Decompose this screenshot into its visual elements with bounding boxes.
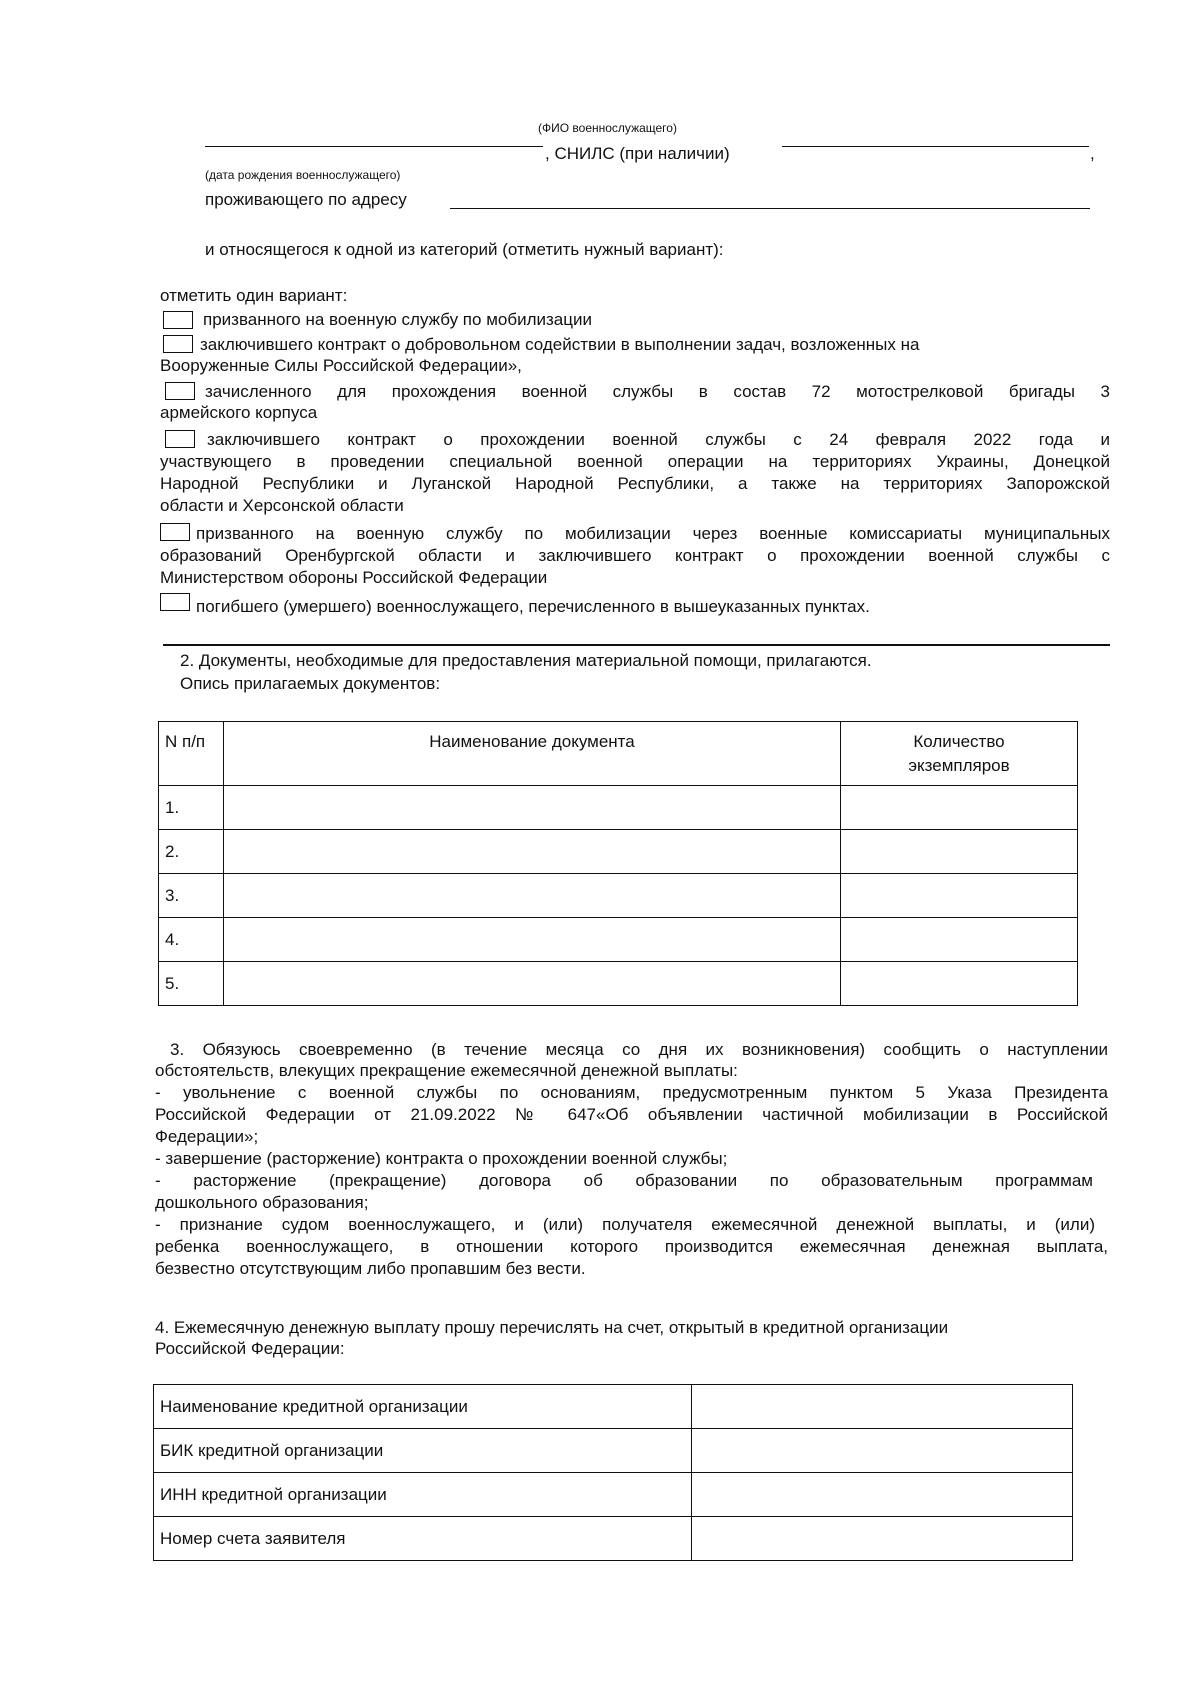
col-qty-header-2: экземпляров [908, 755, 1010, 775]
bank-row [154, 1517, 1073, 1561]
section3-line8: дошкольного образования; [155, 1193, 369, 1212]
account-number-value[interactable] [692, 1517, 1073, 1561]
checkbox-mobilized[interactable] [163, 311, 193, 329]
document-qty-cell[interactable] [841, 962, 1078, 1006]
option-svo-line4: области и Херсонской области [160, 496, 404, 515]
row-number: 5. [159, 962, 224, 1006]
document-name-cell[interactable] [224, 830, 841, 874]
section3-line5: Федерации»; [155, 1127, 259, 1146]
document-qty-cell[interactable] [841, 918, 1078, 962]
table-row [159, 830, 1078, 874]
option-svo-line3: Народной Республики и Луганской Народной Республики, а также на территориях Запорожской [160, 474, 1110, 493]
checkbox-brigade[interactable] [165, 382, 195, 400]
checkbox-deceased[interactable] [160, 593, 190, 611]
snils-label: , СНИЛС (при наличии) [545, 144, 730, 163]
section3-line2: обстоятельств, влекущих прекращение ежемесячной денежной выплаты: [155, 1061, 738, 1080]
document-qty-cell[interactable] [841, 830, 1078, 874]
fio-field[interactable] [205, 146, 543, 147]
option-brigade-line1: зачисленного для прохождения военной службы в состав 72 мотострелковой бригады 3 [205, 382, 1110, 401]
option-brigade-line2: армейского корпуса [160, 403, 318, 422]
col-qty-header-1: Количество [913, 731, 1005, 751]
bank-details-table [153, 1384, 1073, 1561]
option-svo-line1: заключившего контракт о прохождении военной службы с 24 февраля 2022 года и [207, 430, 1110, 449]
section3-line1: 3. Обязуюсь своевременно (в течение месяца со дня их возникновения) сообщить о наступлении [170, 1040, 1108, 1059]
select-prompt: отметить один вариант: [160, 286, 348, 305]
inn-value[interactable] [692, 1473, 1073, 1517]
option-orenburg-line2: образований Оренбургской области и заключившего контракт о прохождении военной службы с [160, 546, 1110, 565]
inn-label: ИНН кредитной организации [154, 1473, 692, 1517]
checkbox-orenburg[interactable] [160, 523, 190, 541]
section4-line2: Российской Федерации: [155, 1339, 345, 1358]
option-mobilized: призванного на военную службу по мобилизации [203, 310, 592, 329]
documents-table-header [159, 722, 1078, 786]
section4-line1: 4. Ежемесячную денежную выплату прошу перечислять на счет, открытый в кредитной организации [155, 1318, 949, 1337]
snils-field[interactable] [782, 146, 1089, 147]
bik-label: БИК кредитной организации [154, 1429, 692, 1473]
checkbox-volunteer[interactable] [163, 335, 193, 353]
row-number: 3. [159, 874, 224, 918]
section3-line9: - признание судом военнослужащего, и (или) получателя ежемесячной денежной выплаты, и (или) [155, 1215, 1095, 1234]
option-volunteer-text1: заключившего контракт о добровольном содействии в выполнении задач, возложенных на [200, 335, 920, 354]
section3-line6: - завершение (расторжение) контракта о прохождении военной службы; [155, 1149, 728, 1168]
option-deceased: погибшего (умершего) военнослужащего, перечисленного в вышеуказанных пунктах. [196, 597, 870, 616]
table-row [159, 962, 1078, 1006]
row-number: 4. [159, 918, 224, 962]
address-label: проживающего по адресу [205, 190, 407, 209]
section2-line2: Опись прилагаемых документов: [180, 674, 441, 693]
section3-line7: - расторжение (прекращение) договора об образовании по образовательным программам [155, 1171, 1093, 1190]
table-row [159, 918, 1078, 962]
option-orenburg-line1: призванного на военную службу по мобилизации через военные комиссариаты муниципальных [196, 524, 1110, 543]
fio-caption: (ФИО военнослужащего) [538, 121, 677, 135]
option-orenburg-line3: Министерством обороны Российской Федерации [160, 568, 548, 587]
col-qty-header [841, 722, 1078, 786]
option-volunteer-line2: Вооруженные Силы Российской Федерации», [160, 356, 522, 375]
col-num-header: N п/п [159, 722, 224, 786]
section3-line4: Российской Федерации от 21.09.2022 № 647«Об объявлении частичной мобилизации в Российской [155, 1105, 1108, 1124]
address-field[interactable] [450, 208, 1090, 209]
section2-line1: 2. Документы, необходимые для предоставления материальной помощи, прилагаются. [180, 651, 872, 670]
checkbox-svo-contract[interactable] [165, 430, 195, 448]
document-qty-cell[interactable] [841, 786, 1078, 830]
table-row [159, 874, 1078, 918]
section3-line3: - увольнение с военной службы по основаниям, предусмотренным пунктом 5 Указа Президента [155, 1083, 1108, 1102]
option-volunteer-line1 [200, 334, 1110, 355]
account-number-label: Номер счета заявителя [154, 1517, 692, 1561]
documents-table [158, 721, 1078, 1006]
document-name-cell[interactable] [224, 874, 841, 918]
bank-name-label: Наименование кредитной организации [154, 1385, 692, 1429]
bank-row [154, 1385, 1073, 1429]
document-name-cell[interactable] [224, 786, 841, 830]
col-name-header: Наименование документа [224, 722, 841, 786]
table-row [159, 786, 1078, 830]
row-number: 1. [159, 786, 224, 830]
trailing-comma: , [1090, 144, 1095, 163]
section3-line11: безвестно отсутствующим либо пропавшим без вести. [155, 1259, 586, 1278]
document-name-cell[interactable] [224, 918, 841, 962]
category-prompt: и относящегося к одной из категорий (отметить нужный вариант): [205, 240, 724, 259]
option-svo-line2: участвующего в проведении специальной военной операции на территориях Украины, Донецкой [160, 452, 1110, 471]
document-name-cell[interactable] [224, 962, 841, 1006]
bik-value[interactable] [692, 1429, 1073, 1473]
section3-line10: ребенка военнослужащего, в отношении которого производится ежемесячная денежная выплата, [155, 1237, 1108, 1256]
birth-caption: (дата рождения военнослужащего) [205, 168, 401, 182]
document-qty-cell[interactable] [841, 874, 1078, 918]
row-number: 2. [159, 830, 224, 874]
bank-row [154, 1429, 1073, 1473]
bank-name-value[interactable] [692, 1385, 1073, 1429]
section-divider [163, 644, 1110, 646]
bank-row [154, 1473, 1073, 1517]
